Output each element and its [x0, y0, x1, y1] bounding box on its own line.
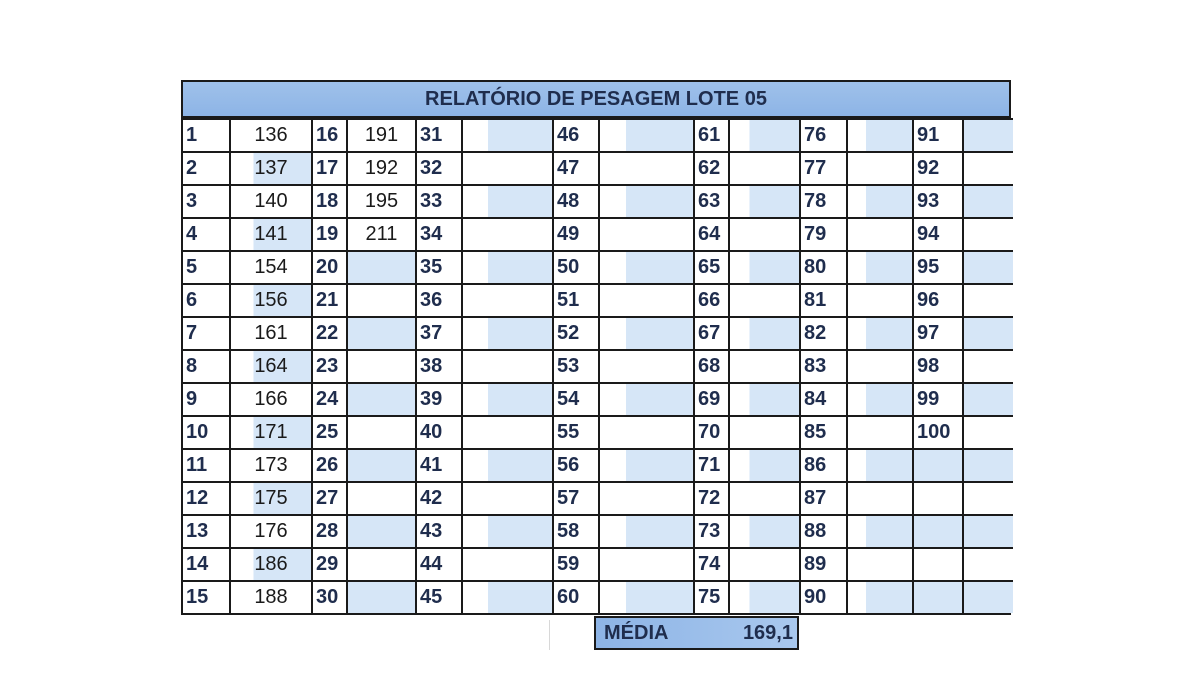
weight-cell[interactable]	[963, 548, 1013, 581]
weight-cell[interactable]: 141	[230, 218, 312, 251]
weight-cell[interactable]	[599, 482, 694, 515]
entry-number: 100	[913, 416, 963, 449]
entry-number: 92	[913, 152, 963, 185]
entry-number	[913, 548, 963, 581]
weight-cell[interactable]	[847, 482, 913, 515]
weight-cell[interactable]	[599, 317, 694, 350]
weight-cell[interactable]	[729, 482, 800, 515]
entry-number	[913, 581, 963, 613]
entry-number: 97	[913, 317, 963, 350]
entry-number: 46	[553, 119, 599, 152]
weight-cell[interactable]	[729, 185, 800, 218]
average-box	[594, 616, 799, 650]
entry-number: 53	[553, 350, 599, 383]
weight-cell[interactable]	[599, 218, 694, 251]
weight-cell[interactable]: 191	[347, 119, 416, 152]
weight-cell[interactable]	[599, 152, 694, 185]
weight-cell[interactable]	[847, 317, 913, 350]
entry-number: 3	[183, 185, 230, 218]
entry-number: 16	[312, 119, 347, 152]
entry-number: 77	[800, 152, 847, 185]
entry-number: 52	[553, 317, 599, 350]
entry-number: 63	[694, 185, 729, 218]
entry-number: 22	[312, 317, 347, 350]
weight-cell[interactable]	[847, 284, 913, 317]
weight-cell[interactable]	[963, 185, 1013, 218]
weight-cell[interactable]	[847, 449, 913, 482]
weight-cell[interactable]	[963, 284, 1013, 317]
entry-number: 98	[913, 350, 963, 383]
entry-number: 95	[913, 251, 963, 284]
entry-number: 12	[183, 482, 230, 515]
entry-number: 76	[800, 119, 847, 152]
entry-number: 50	[553, 251, 599, 284]
weight-cell[interactable]	[963, 350, 1013, 383]
entry-number: 62	[694, 152, 729, 185]
table-row	[183, 317, 1013, 350]
weight-cell[interactable]	[847, 515, 913, 548]
weight-cell[interactable]	[462, 449, 553, 482]
entry-number: 55	[553, 416, 599, 449]
weight-cell[interactable]	[729, 317, 800, 350]
weight-cell[interactable]	[462, 350, 553, 383]
weight-cell[interactable]	[462, 317, 553, 350]
weight-cell[interactable]	[729, 515, 800, 548]
weight-cell[interactable]	[462, 581, 553, 613]
entry-number: 66	[694, 284, 729, 317]
weight-cell[interactable]	[963, 317, 1013, 350]
weight-cell[interactable]	[847, 416, 913, 449]
weight-cell[interactable]	[963, 383, 1013, 416]
entry-number: 99	[913, 383, 963, 416]
weight-cell[interactable]: 171	[230, 416, 312, 449]
weight-cell[interactable]	[729, 152, 800, 185]
weight-cell[interactable]	[729, 548, 800, 581]
entry-number: 44	[416, 548, 462, 581]
entry-number: 27	[312, 482, 347, 515]
faint-divider	[549, 620, 550, 650]
weight-cell[interactable]	[599, 449, 694, 482]
entry-number	[913, 515, 963, 548]
entry-number: 51	[553, 284, 599, 317]
weight-cell[interactable]	[963, 581, 1013, 613]
entry-number: 13	[183, 515, 230, 548]
entry-number: 35	[416, 251, 462, 284]
weight-cell[interactable]: 156	[230, 284, 312, 317]
entry-number: 57	[553, 482, 599, 515]
entry-number: 37	[416, 317, 462, 350]
entry-number: 74	[694, 548, 729, 581]
entry-number: 90	[800, 581, 847, 613]
weight-cell[interactable]	[462, 548, 553, 581]
weighing-report-sheet	[181, 80, 1011, 615]
entry-number: 49	[553, 218, 599, 251]
entry-number: 70	[694, 416, 729, 449]
weight-cell[interactable]	[729, 119, 800, 152]
weight-cell[interactable]: 164	[230, 350, 312, 383]
weight-cell[interactable]	[347, 350, 416, 383]
entry-number: 83	[800, 350, 847, 383]
entry-number: 65	[694, 251, 729, 284]
weight-cell[interactable]	[347, 581, 416, 613]
entry-number: 73	[694, 515, 729, 548]
weight-cell[interactable]: 211	[347, 218, 416, 251]
entry-number: 93	[913, 185, 963, 218]
weight-cell[interactable]	[599, 119, 694, 152]
table-row	[183, 251, 1013, 284]
weight-cell[interactable]	[462, 383, 553, 416]
weight-cell[interactable]	[963, 449, 1013, 482]
table-row	[183, 482, 1013, 515]
weight-cell[interactable]	[462, 152, 553, 185]
weight-cell[interactable]	[462, 515, 553, 548]
table-row	[183, 284, 1013, 317]
weight-cell[interactable]: 192	[347, 152, 416, 185]
entry-number: 94	[913, 218, 963, 251]
entry-number: 41	[416, 449, 462, 482]
weight-cell[interactable]: 161	[230, 317, 312, 350]
entry-number: 34	[416, 218, 462, 251]
entry-number: 29	[312, 548, 347, 581]
entry-number: 72	[694, 482, 729, 515]
entry-number: 84	[800, 383, 847, 416]
entry-number: 87	[800, 482, 847, 515]
entry-number: 26	[312, 449, 347, 482]
entry-number: 32	[416, 152, 462, 185]
weight-cell[interactable]	[847, 350, 913, 383]
weight-cell[interactable]	[729, 218, 800, 251]
entry-number: 28	[312, 515, 347, 548]
entry-number: 25	[312, 416, 347, 449]
weight-cell[interactable]	[729, 251, 800, 284]
entry-number	[913, 449, 963, 482]
weight-cell[interactable]	[847, 251, 913, 284]
entry-number: 9	[183, 383, 230, 416]
table-row	[183, 152, 1013, 185]
entry-number: 45	[416, 581, 462, 613]
weight-cell[interactable]	[462, 416, 553, 449]
weight-cell[interactable]	[599, 416, 694, 449]
weight-cell[interactable]: 176	[230, 515, 312, 548]
weight-cell[interactable]	[347, 548, 416, 581]
entry-number: 6	[183, 284, 230, 317]
entry-number: 43	[416, 515, 462, 548]
entry-number: 10	[183, 416, 230, 449]
table-row	[183, 350, 1013, 383]
weight-cell[interactable]: 195	[347, 185, 416, 218]
entry-number: 96	[913, 284, 963, 317]
entry-number: 81	[800, 284, 847, 317]
entry-number: 11	[183, 449, 230, 482]
weight-cell[interactable]	[729, 449, 800, 482]
entry-number: 48	[553, 185, 599, 218]
weight-cell[interactable]	[599, 350, 694, 383]
entry-number: 60	[553, 581, 599, 613]
weight-cell[interactable]	[599, 515, 694, 548]
entry-number: 86	[800, 449, 847, 482]
entry-number: 33	[416, 185, 462, 218]
entry-number: 68	[694, 350, 729, 383]
weight-cell[interactable]	[599, 581, 694, 613]
weight-cell[interactable]	[963, 416, 1013, 449]
weight-cell[interactable]	[599, 251, 694, 284]
weight-cell[interactable]	[462, 119, 553, 152]
table-row	[183, 218, 1013, 251]
weight-cell[interactable]	[599, 185, 694, 218]
entry-number: 64	[694, 218, 729, 251]
entry-number: 2	[183, 152, 230, 185]
entry-number: 30	[312, 581, 347, 613]
entry-number: 31	[416, 119, 462, 152]
weight-cell[interactable]: 140	[230, 185, 312, 218]
entry-number: 47	[553, 152, 599, 185]
weight-cell[interactable]: 136	[230, 119, 312, 152]
weight-cell[interactable]	[347, 383, 416, 416]
weight-cell[interactable]: 137	[230, 152, 312, 185]
weight-cell[interactable]	[847, 152, 913, 185]
weight-cell[interactable]	[847, 548, 913, 581]
weight-cell[interactable]	[729, 581, 800, 613]
weight-cell[interactable]	[599, 548, 694, 581]
weight-cell[interactable]	[963, 218, 1013, 251]
weight-cell[interactable]	[347, 284, 416, 317]
weight-cell[interactable]	[347, 416, 416, 449]
weight-cell[interactable]	[729, 350, 800, 383]
entry-number: 24	[312, 383, 347, 416]
table-row	[183, 383, 1013, 416]
entry-number: 36	[416, 284, 462, 317]
weight-cell[interactable]	[729, 383, 800, 416]
entry-number: 54	[553, 383, 599, 416]
weight-cell[interactable]	[347, 251, 416, 284]
weight-cell[interactable]: 188	[230, 581, 312, 613]
entry-number: 80	[800, 251, 847, 284]
entry-number: 8	[183, 350, 230, 383]
weight-cell[interactable]	[963, 251, 1013, 284]
weight-cell[interactable]	[347, 317, 416, 350]
weight-cell[interactable]	[963, 119, 1013, 152]
entry-number: 23	[312, 350, 347, 383]
weight-cell[interactable]	[847, 581, 913, 613]
weight-cell[interactable]	[347, 449, 416, 482]
entry-number: 91	[913, 119, 963, 152]
entry-number: 42	[416, 482, 462, 515]
weight-cell[interactable]	[963, 152, 1013, 185]
weight-cell[interactable]: 173	[230, 449, 312, 482]
weight-cell[interactable]	[847, 383, 913, 416]
entry-number: 71	[694, 449, 729, 482]
entry-number: 19	[312, 218, 347, 251]
weight-cell[interactable]	[963, 515, 1013, 548]
entry-number: 5	[183, 251, 230, 284]
weight-cell[interactable]	[847, 218, 913, 251]
weight-cell[interactable]: 186	[230, 548, 312, 581]
entry-number: 89	[800, 548, 847, 581]
entry-number: 79	[800, 218, 847, 251]
weight-cell[interactable]	[963, 482, 1013, 515]
weighing-grid	[183, 118, 1013, 613]
weight-cell[interactable]	[599, 284, 694, 317]
table-row	[183, 185, 1013, 218]
entry-number: 15	[183, 581, 230, 613]
report-title: RELATÓRIO DE PESAGEM LOTE 05	[183, 82, 1009, 118]
weight-cell[interactable]	[847, 185, 913, 218]
average-value: 169,1	[742, 621, 793, 644]
entry-number: 7	[183, 317, 230, 350]
weight-cell[interactable]	[462, 185, 553, 218]
entry-number: 59	[553, 548, 599, 581]
weight-cell[interactable]	[347, 515, 416, 548]
entry-number: 38	[416, 350, 462, 383]
table-row	[183, 119, 1013, 152]
weight-cell[interactable]	[599, 383, 694, 416]
weight-cell[interactable]	[462, 284, 553, 317]
weight-cell[interactable]	[729, 416, 800, 449]
weight-cell[interactable]: 175	[230, 482, 312, 515]
table-row	[183, 581, 1013, 613]
weight-cell[interactable]	[347, 482, 416, 515]
entry-number: 40	[416, 416, 462, 449]
weight-cell[interactable]	[729, 284, 800, 317]
entry-number: 39	[416, 383, 462, 416]
entry-number: 85	[800, 416, 847, 449]
entry-number: 21	[312, 284, 347, 317]
entry-number: 88	[800, 515, 847, 548]
entry-number: 75	[694, 581, 729, 613]
entry-number: 14	[183, 548, 230, 581]
table-row	[183, 515, 1013, 548]
entry-number: 4	[183, 218, 230, 251]
entry-number: 69	[694, 383, 729, 416]
entry-number: 78	[800, 185, 847, 218]
weight-cell[interactable]: 166	[230, 383, 312, 416]
weight-cell[interactable]	[462, 482, 553, 515]
entry-number: 1	[183, 119, 230, 152]
average-label: MÉDIA	[604, 621, 669, 644]
entry-number: 82	[800, 317, 847, 350]
table-row	[183, 416, 1013, 449]
weight-cell[interactable]	[847, 119, 913, 152]
weight-cell[interactable]	[462, 218, 553, 251]
entry-number: 17	[312, 152, 347, 185]
table-row	[183, 548, 1013, 581]
entry-number: 67	[694, 317, 729, 350]
table-row	[183, 449, 1013, 482]
entry-number	[913, 482, 963, 515]
entry-number: 61	[694, 119, 729, 152]
weight-cell[interactable]: 154	[230, 251, 312, 284]
entry-number: 58	[553, 515, 599, 548]
weight-cell[interactable]	[462, 251, 553, 284]
entry-number: 20	[312, 251, 347, 284]
entry-number: 18	[312, 185, 347, 218]
entry-number: 56	[553, 449, 599, 482]
